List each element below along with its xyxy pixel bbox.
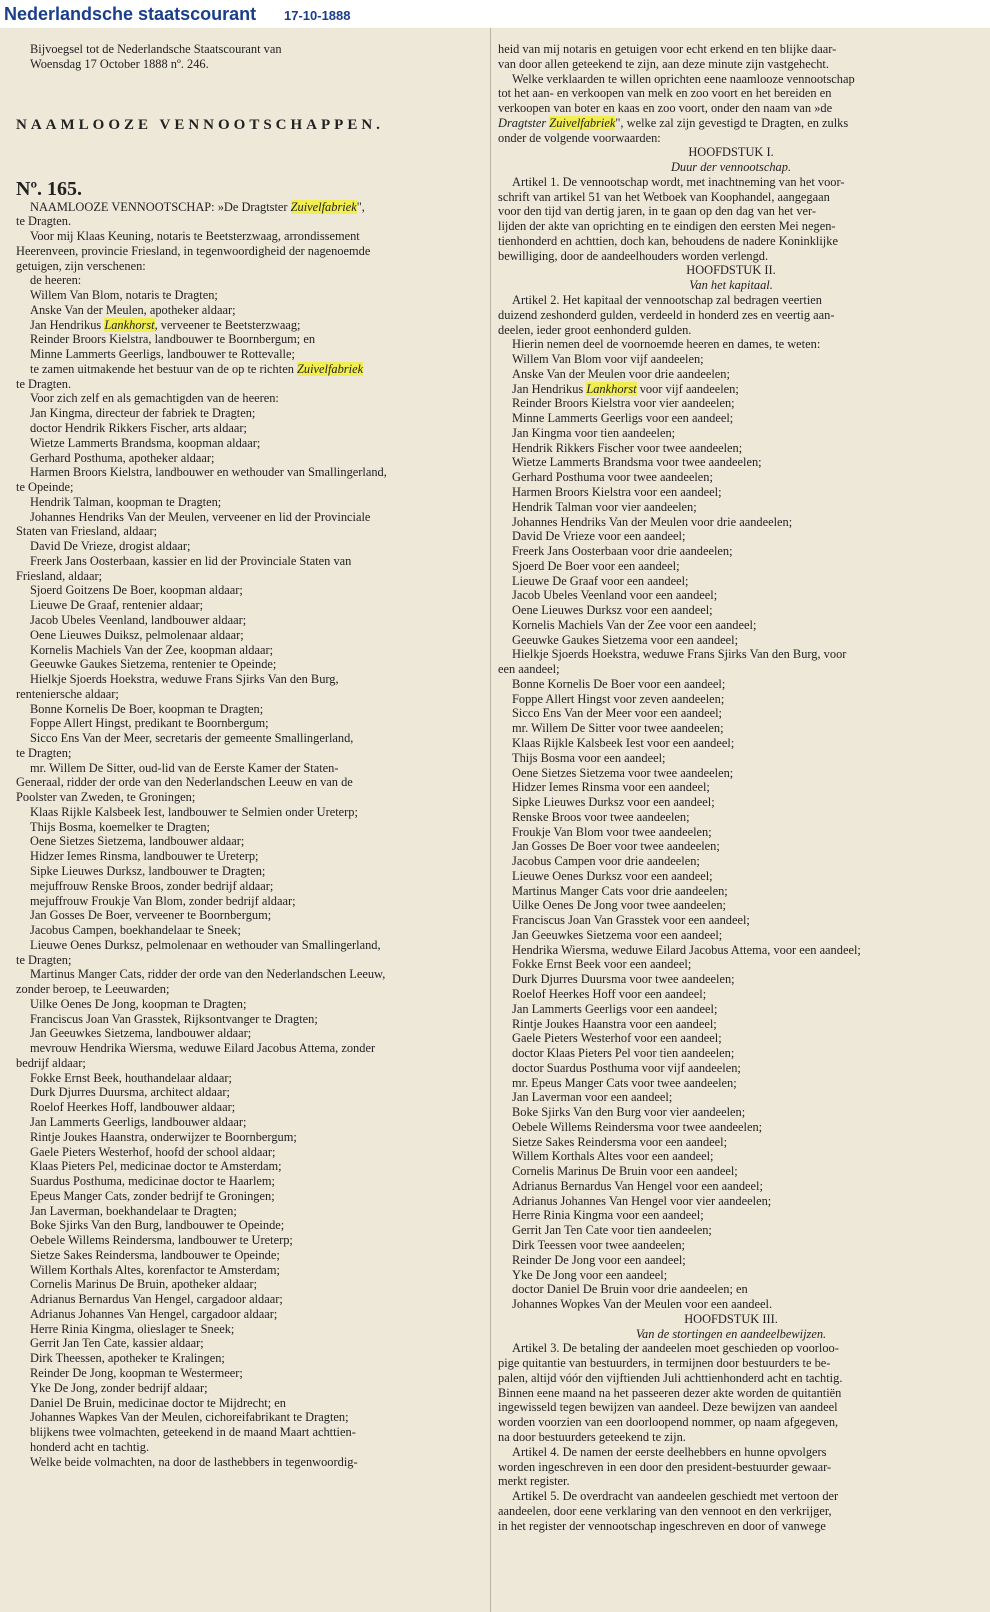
text-line: doctor Daniel De Bruin voor drie aandeelen; en xyxy=(512,1282,748,1297)
highlight-zuivelfabriek: Zuivelfabriek xyxy=(297,361,364,376)
article-3-5-text xyxy=(498,1341,964,1533)
chapter-title: Van de stortingen en aandeelbewijzen. xyxy=(635,1326,827,1341)
text-line: Oene Lieuwes Duiksz, pelmolenaar aldaar; xyxy=(30,627,244,642)
text-line: Voor mij Klaas Keuning, notaris te Beetsterzwaag, arrondissement xyxy=(30,229,360,244)
text-line: Fokke Ernst Beek voor een aandeel; xyxy=(512,957,692,972)
text-line: Johannes Wopkes Van der Meulen voor een aandeel. xyxy=(512,1297,773,1312)
text-line: Kornelis Machiels Van der Zee, koopman aldaar; xyxy=(30,642,274,657)
text-line: Jacob Ubeles Veenland voor een aandeel; xyxy=(512,588,718,603)
text-line: duizend zeshonderd gulden, verdeeld in honderd zes en veertig aan- xyxy=(498,307,835,322)
text-line: van door allen geteekend te zijn, aan deze minute zijn vastgehecht. xyxy=(498,56,829,71)
newspaper-name: Nederlandsche staatscourant xyxy=(4,4,257,24)
text-line: Franciscus Joan Van Grasstek voor een aandeel; xyxy=(512,913,750,928)
text-line: Durk Djurres Duursma voor twee aandeelen; xyxy=(512,972,735,987)
text-line: Gaele Pieters Westerhof, hoofd der school aldaar; xyxy=(30,1144,276,1159)
text-line: Rintje Joukes Haanstra, onderwijzer te Boornbergum; xyxy=(30,1129,297,1144)
text-line: Sipke Lieuwes Durksz, landbouwer te Dragten; xyxy=(30,863,266,878)
text-line: Sicco Ens Van der Meer voor een aandeel; xyxy=(512,706,722,721)
chapter-heading: HOOFDSTUK I. xyxy=(688,145,774,160)
share-line: Jan Hendrikus Lankhorst voor vijf aandeelen; xyxy=(512,381,739,396)
right-text-b xyxy=(498,131,964,146)
text-line: Willem Korthals Altes, korenfactor te Amsterdam; xyxy=(30,1262,281,1277)
company-line: NAAMLOOZE VENNOOTSCHAP: »De Dragtster Zuivelfabriek", xyxy=(30,199,365,214)
text-line: Herre Rinia Kingma voor een aandeel; xyxy=(512,1208,704,1223)
text-line: Lieuwe Oenes Durksz, pelmolenaar en wethouder van Smallingerland, xyxy=(30,937,381,952)
text-line: bewilliging, door de aandeelhouders worden verlengd. xyxy=(498,248,769,263)
text-line: mr. Willem De Sitter, oud-lid van de Eerste Kamer der Staten- xyxy=(30,760,339,775)
text-line: Jan Laverman voor een aandeel; xyxy=(512,1090,673,1105)
text-line: Gerrit Jan Ten Cate voor tien aandeelen; xyxy=(512,1223,712,1238)
right-column xyxy=(498,42,964,1533)
text-line: Klaas Pieters Pel, medicinae doctor te Amsterdam; xyxy=(30,1159,282,1174)
text-line: Harmen Broors Kielstra, landbouwer en wethouder van Smallingerland, xyxy=(30,465,387,480)
text-line: Anske Van der Meulen voor drie aandeelen; xyxy=(512,366,730,381)
text-line: Hendrik Talman, koopman te Dragten; xyxy=(30,494,222,509)
text-line: worden voorzien van een doorloopend nommer, op naam afgegeven, xyxy=(498,1415,839,1430)
text-line: ingewisseld tegen bewijzen van aandeel. Deze bewijzen van aandeel xyxy=(498,1400,838,1415)
text-line: getuigen, zijn verschenen: xyxy=(16,258,146,273)
text-line: Oebele Willems Reindersma voor twee aandeelen; xyxy=(512,1119,763,1134)
text-line: Hielkje Sjoerds Hoekstra, weduwe Frans Sjirks Van den Burg, xyxy=(30,672,339,687)
text-line: Hielkje Sjoerds Hoekstra, weduwe Frans Sjirks Van den Burg, voor xyxy=(512,647,847,662)
shareholder-list xyxy=(498,396,964,1311)
text-line: Artikel 1. De vennootschap wordt, met inachtneming van het voor- xyxy=(512,174,845,189)
text-line: Rintje Joukes Haanstra voor een aandeel; xyxy=(512,1016,717,1031)
notice-number: Nº. 165. xyxy=(16,177,83,200)
text-line: Jan Geeuwkes Sietzema voor een aandeel; xyxy=(512,927,723,942)
text-line: doctor Klaas Pieters Pel voor tien aandeelen; xyxy=(512,1046,735,1061)
text-line: Freerk Jans Oosterbaan, kassier en lid der Provinciale Staten van xyxy=(30,553,352,568)
highlight-lankhorst: Lankhorst xyxy=(586,381,637,396)
text-line: tienhonderd en achttien, doch kan, behoudens de nadere Koninklijke xyxy=(498,233,838,248)
text-line: Minne Lammerts Geerligs voor een aandeel; xyxy=(512,411,734,426)
text-line: Dragtster Zuivelfabriek", welke zal zijn gevestigd te Dragten, en zulks xyxy=(498,115,849,130)
text-line: te Dragten; xyxy=(16,952,72,967)
text-line: Sietze Sakes Reindersma, landbouwer te Opeinde; xyxy=(30,1247,280,1262)
highlight-zuivelfabriek: Zuivelfabriek xyxy=(549,115,616,130)
text-line: mejuffrouw Renske Broos, zonder bedrijf aldaar; xyxy=(30,878,274,893)
text-line: doctor Suardus Posthuma voor vijf aandeelen; xyxy=(512,1060,741,1075)
text-line: palen, altijd vóór den vijftienden Juli achttienhonderd acht en tachtig. xyxy=(498,1370,843,1385)
text-line: Oene Sietzes Sietzema, landbouwer aldaar; xyxy=(30,834,245,849)
text-line: Foppe Allert Hingst voor zeven aandeelen; xyxy=(512,691,725,706)
text-line: Gerrit Jan Ten Cate, kassier aldaar; xyxy=(30,1336,204,1351)
article-2-text xyxy=(498,293,964,382)
text-line: Sipke Lieuwes Durksz voor een aandeel; xyxy=(512,795,715,810)
text-line: onder de volgende voorwaarden: xyxy=(498,130,661,145)
text-line: Yke De Jong voor een aandeel; xyxy=(512,1267,668,1282)
text-line: Johannes Wapkes Van der Meulen, cichoreifabrikant te Dragten; xyxy=(30,1410,349,1425)
text-line: Geeuwke Gaukes Sietzema voor een aandeel; xyxy=(512,632,739,647)
text-line: Lieuwe De Graaf voor een aandeel; xyxy=(512,573,689,588)
text-line: Hendrika Wiersma, weduwe Eilard Jacobus Attema, voor een aandeel; xyxy=(512,942,861,957)
text-line: doctor Hendrik Rikkers Fischer, arts aldaar; xyxy=(30,421,247,436)
text-line: Jan Geeuwkes Sietzema, landbouwer aldaar; xyxy=(30,1026,252,1041)
text-line: Staten van Friesland, aldaar; xyxy=(16,524,158,539)
text-line: Artikel 5. De overdracht van aandeelen geschiedt met vertoon der xyxy=(512,1489,839,1504)
text-line: Lieuwe Oenes Durksz voor een aandeel; xyxy=(512,868,713,883)
text-line: Klaas Rijkle Kalsbeek Iest, landbouwer te Selmien onder Ureterp; xyxy=(30,804,358,819)
text-line: Roelof Heerkes Hoff voor een aandeel; xyxy=(512,987,707,1001)
text-line: Hendrik Rikkers Fischer voor twee aandeelen; xyxy=(512,440,743,455)
text-line: Oene Sietzes Sietzema voor twee aandeelen; xyxy=(512,765,734,780)
text-line: Daniel De Bruin, medicinae doctor te Mijdrecht; en xyxy=(30,1395,286,1410)
text-line: Adrianus Johannes Van Hengel, cargadoor aldaar; xyxy=(30,1306,278,1321)
article-1-text xyxy=(498,175,964,264)
highlight-zuivelfabriek: Zuivelfabriek xyxy=(290,199,357,214)
text-line: te zamen uitmakende het bestuur van de op te richten Zuivelfabriek xyxy=(30,361,364,376)
text-line: Willem Korthals Altes voor een aandeel; xyxy=(512,1149,714,1164)
text-line: Jan Gosses De Boer voor twee aandeelen; xyxy=(512,839,720,854)
supplement-line: Bijvoegsel tot de Nederlandsche Staatscourant van xyxy=(30,42,282,56)
text-line: Gerhard Posthuma, apotheker aldaar; xyxy=(30,450,215,465)
text-line: Suardus Posthuma, medicinae doctor te Haarlem; xyxy=(30,1174,275,1189)
text-line: Poolster van Zweden, te Groningen; xyxy=(16,790,196,805)
text-line: Friesland, aldaar; xyxy=(16,568,103,583)
text-line: Artikel 3. De betaling der aandeelen moet geschieden op voorloo- xyxy=(512,1341,839,1356)
text-line: Welke verklaarden te willen oprichten eene naamlooze vennootschap xyxy=(512,71,855,86)
text-line: Sjoerd De Boer voor een aandeel; xyxy=(512,558,680,573)
text-line: Bonne Kornelis De Boer voor een aandeel; xyxy=(512,676,726,691)
text-line: Lieuwe De Graaf, rentenier aldaar; xyxy=(30,598,204,613)
title-bar xyxy=(0,0,990,28)
text-line: Gerhard Posthuma voor twee aandeelen; xyxy=(512,470,713,485)
text-line: Reinder De Jong, koopman te Westermeer; xyxy=(30,1366,243,1381)
text-line: Jan Lammerts Geerligs voor een aandeel; xyxy=(512,1001,718,1016)
text-line: Thijs Bosma, koemelker te Dragten; xyxy=(30,819,210,834)
text-line: in het register der vennootschap ingeschreven en door of vanwege xyxy=(498,1518,826,1533)
text-line: Artikel 4. De namen der eerste deelhebbers en hunne opvolgers xyxy=(512,1444,827,1459)
left-text-b xyxy=(16,332,480,362)
text-line: een aandeel; xyxy=(498,662,560,677)
text-line: Froukje Van Blom voor twee aandeelen; xyxy=(512,824,712,839)
text-line: Durk Djurres Duursma, architect aldaar; xyxy=(30,1085,230,1100)
text-line: Jan Kingma voor tien aandeelen; xyxy=(512,425,676,440)
text-line: merkt register. xyxy=(498,1474,570,1489)
text-line: Foppe Allert Hingst, predikant te Boornbergum; xyxy=(30,716,269,731)
column-divider xyxy=(490,28,491,1612)
text-line: aandeelen, door eene verklaring van den vennoot en den verkrijger, xyxy=(498,1503,832,1518)
text-line: mevrouw Hendrika Wiersma, weduwe Eilard Jacobus Attema, zonder xyxy=(30,1041,376,1056)
text-line: de heeren: xyxy=(30,273,82,288)
text-line: Oene Lieuwes Durksz voor een aandeel; xyxy=(512,603,713,618)
text-line: Sjoerd Goitzens De Boer, koopman aldaar; xyxy=(30,583,243,598)
text-line: Hidzer Iemes Rinsma, landbouwer te Ureterp; xyxy=(30,849,259,864)
text-line: Fokke Ernst Beek, houthandelaar aldaar; xyxy=(30,1070,232,1085)
text-line: verkoopen van boter en kaas en zoo voort, onder den naam van »de xyxy=(498,101,833,116)
text-line: Boke Sjirks Van den Burg, landbouwer te Opeinde; xyxy=(30,1218,285,1233)
text-line: Boke Sjirks Van den Burg voor vier aandeelen; xyxy=(512,1105,746,1120)
left-column xyxy=(16,42,480,1469)
text-line: Uilke Oenes De Jong voor twee aandeelen; xyxy=(512,898,727,913)
text-line: heid van mij notaris en getuigen voor echt erkend en ten blijke daar- xyxy=(498,42,837,56)
text-line: voor den tijd van dertig jaren, in te gaan op den dag van het ver- xyxy=(498,204,817,219)
text-line: Thijs Bosma voor een aandeel; xyxy=(512,750,666,765)
text-line: Martinus Manger Cats, ridder der orde van den Nederlandschen Leeuw, xyxy=(30,967,386,982)
text-line: Franciscus Joan Van Grasstek, Rijksontvanger te Dragten; xyxy=(30,1011,318,1026)
text-line: Voor zich zelf en als gemachtigden van de heeren: xyxy=(30,391,279,406)
text-line: na door bestuurders geteekend te zijn. xyxy=(498,1429,686,1444)
text-line: Reinder Broors Kielstra, landbouwer te Boornbergum; en xyxy=(30,332,316,347)
text-line: Cornelis Marinus De Bruin voor een aandeel; xyxy=(512,1164,738,1179)
text-line: te Dragten. xyxy=(16,214,72,229)
text-line: Reinder Broors Kielstra voor vier aandeelen; xyxy=(512,396,735,411)
text-line: Wietze Lammerts Brandsma voor twee aandeelen; xyxy=(512,455,762,470)
text-line: Willem Van Blom, notaris te Dragten; xyxy=(30,288,218,303)
chapter-heading: HOOFDSTUK II. xyxy=(686,263,776,278)
text-line: Yke De Jong, zonder bedrijf aldaar; xyxy=(30,1380,208,1395)
text-line: Jan Kingma, directeur der fabriek te Dragten; xyxy=(30,406,256,421)
supplement-line: Woensdag 17 October 1888 nº. 246. xyxy=(30,56,209,71)
text-line: Kornelis Machiels Van der Zee voor een aandeel; xyxy=(512,617,757,632)
text-line: honderd acht en tachtig. xyxy=(30,1439,150,1454)
text-line: Minne Lammerts Geerligs, landbouwer te Rottevalle; xyxy=(30,347,295,362)
text-line: Hendrik Talman voor vier aandeelen; xyxy=(512,499,697,514)
text-line: te Opeinde; xyxy=(16,480,74,495)
text-line: Artikel 2. Het kapitaal der vennootschap zal bedragen veertien xyxy=(512,293,822,308)
text-line: Jacobus Campen voor drie aandeelen; xyxy=(512,854,700,869)
text-line: mr. Epeus Manger Cats voor twee aandeelen; xyxy=(512,1075,737,1090)
text-line: deelen, ieder groot eenhonderd gulden. xyxy=(498,322,692,337)
text-line: Jan Lammerts Geerligs, landbouwer aldaar; xyxy=(30,1115,247,1129)
text-line: te Dragten; xyxy=(16,745,72,760)
text-line: David De Vrieze voor een aandeel; xyxy=(512,529,686,544)
text-line: Bonne Kornelis De Boer, koopman te Dragten; xyxy=(30,701,264,716)
text-line: Adrianus Bernardus Van Hengel voor een aandeel; xyxy=(512,1178,763,1193)
text-line: Jan Gosses De Boer, verveener te Boornbergum; xyxy=(30,908,272,923)
highlight-lankhorst: Lankhorst xyxy=(104,317,155,332)
text-line: Gaele Pieters Westerhof voor een aandeel; xyxy=(512,1031,722,1046)
text-line: mejuffrouw Froukje Van Blom, zonder bedrijf aldaar; xyxy=(30,893,296,908)
text-line: lijden der akte van oprichting en te eindigen den eersten Mei negen- xyxy=(498,219,836,234)
text-line: Freerk Jans Oosterbaan voor drie aandeelen; xyxy=(512,544,733,559)
text-line: Herre Rinia Kingma, olieslager te Sneek; xyxy=(30,1321,235,1336)
text-line: mr. Willem De Sitter voor twee aandeelen; xyxy=(512,721,724,736)
right-text-a xyxy=(498,42,964,116)
text-line: Oebele Willems Reindersma, landbouwer te Ureterp; xyxy=(30,1233,293,1248)
text-line: Anske Van der Meulen, apotheker aldaar; xyxy=(30,302,236,317)
text-line: David De Vrieze, drogist aldaar; xyxy=(30,539,191,554)
text-line: Cornelis Marinus De Bruin, apotheker aldaar; xyxy=(30,1277,258,1292)
text-line: Epeus Manger Cats, zonder bedrijf te Groningen; xyxy=(30,1188,275,1203)
text-line: Geeuwke Gaukes Sietzema, rentenier te Opeinde; xyxy=(30,657,277,672)
text-line: pige quitantie van bestuurders, in termijnen door bestuurders te be- xyxy=(498,1356,831,1371)
text-line: Binnen eene maand na het passeeren dezer akte worden de quitantiën xyxy=(498,1385,842,1400)
text-line: renteniersche aldaar; xyxy=(16,686,119,701)
text-line: Jan Hendrikus Lankhorst, verveener te Beetsterzwaag; xyxy=(30,317,301,332)
text-line: tot het aan- en verkoopen van melk en zoo voort en het bereiden en xyxy=(498,86,832,101)
text-line: Dirk Teessen voor twee aandeelen; xyxy=(512,1238,685,1253)
issue-date: 17-10-1888 xyxy=(284,8,351,23)
text-line: Willem Van Blom voor vijf aandeelen; xyxy=(512,352,704,367)
text-line: bedrijf aldaar; xyxy=(16,1055,86,1070)
text-line: Heerenveen, provincie Friesland, in tegenwoordigheid der nagenoemde xyxy=(16,243,371,258)
text-line: Sicco Ens Van der Meer, secretaris der gemeente Smallingerland, xyxy=(30,731,354,746)
text-line: Harmen Broors Kielstra voor een aandeel; xyxy=(512,484,722,499)
text-line: Johannes Hendriks Van der Meulen, verveener en lid der Provinciale xyxy=(30,509,371,524)
text-line: Johannes Hendriks Van der Meulen voor drie aandeelen; xyxy=(512,514,793,529)
chapter-title: Van het kapitaal. xyxy=(689,278,773,293)
text-line: blijkens twee volmachten, geteekend in de maand Maart achttien- xyxy=(30,1425,356,1440)
text-line: Sietze Sakes Reindersma voor een aandeel; xyxy=(512,1134,728,1149)
text-line: schrift van artikel 51 van het Wetboek van Koophandel, aangegaan xyxy=(498,189,830,204)
text-line: Reinder De Jong voor een aandeel; xyxy=(512,1252,686,1267)
text-line: Renske Broos voor twee aandeelen; xyxy=(512,809,690,824)
chapter-title: Duur der vennootschap. xyxy=(670,160,792,175)
text-line: Martinus Manger Cats voor drie aandeelen; xyxy=(512,883,728,898)
left-text-c xyxy=(16,377,480,1470)
left-text-a xyxy=(16,214,480,317)
text-line: Klaas Rijkle Kalsbeek Iest voor een aandeel; xyxy=(512,735,735,750)
text-line: Adrianus Bernardus Van Hengel, cargadoor aldaar; xyxy=(30,1292,283,1307)
text-line: te Dragten. xyxy=(16,376,72,391)
text-line: Dirk Theessen, apotheker te Kralingen; xyxy=(30,1351,225,1366)
text-line: Jacob Ubeles Veenland, landbouwer aldaar; xyxy=(30,612,247,627)
text-line: Hierin nemen deel de voornoemde heeren en dames, te weten: xyxy=(512,337,821,352)
text-line: Jan Laverman, boekhandelaar te Dragten; xyxy=(30,1203,237,1218)
text-line: Uilke Oenes De Jong, koopman te Dragten; xyxy=(30,996,247,1011)
text-line: Adrianus Johannes Van Hengel voor vier aandeelen; xyxy=(512,1193,772,1208)
text-line: Roelof Heerkes Hoff, landbouwer aldaar; xyxy=(30,1100,236,1115)
text-line: zonder beroep, te Leeuwarden; xyxy=(16,982,170,997)
text-line: Jacobus Campen, boekhandelaar te Sneek; xyxy=(30,923,241,938)
text-line: Welke beide volmachten, na door de lasthebbers in tegenwoordig- xyxy=(30,1454,358,1469)
text-line: worden ingeschreven in een door den president-bestuurder gewaar- xyxy=(498,1459,832,1474)
section-title: NAAMLOOZE VENNOOTSCHAPPEN. xyxy=(16,116,384,133)
chapter-heading: HOOFDSTUK III. xyxy=(684,1311,778,1326)
text-line: Wietze Lammerts Brandsma, koopman aldaar; xyxy=(30,435,261,450)
text-line: Generaal, ridder der orde van den Nederlandschen Leeuw en van de xyxy=(16,775,353,790)
text-line: Hidzer Iemes Rinsma voor een aandeel; xyxy=(512,780,710,795)
